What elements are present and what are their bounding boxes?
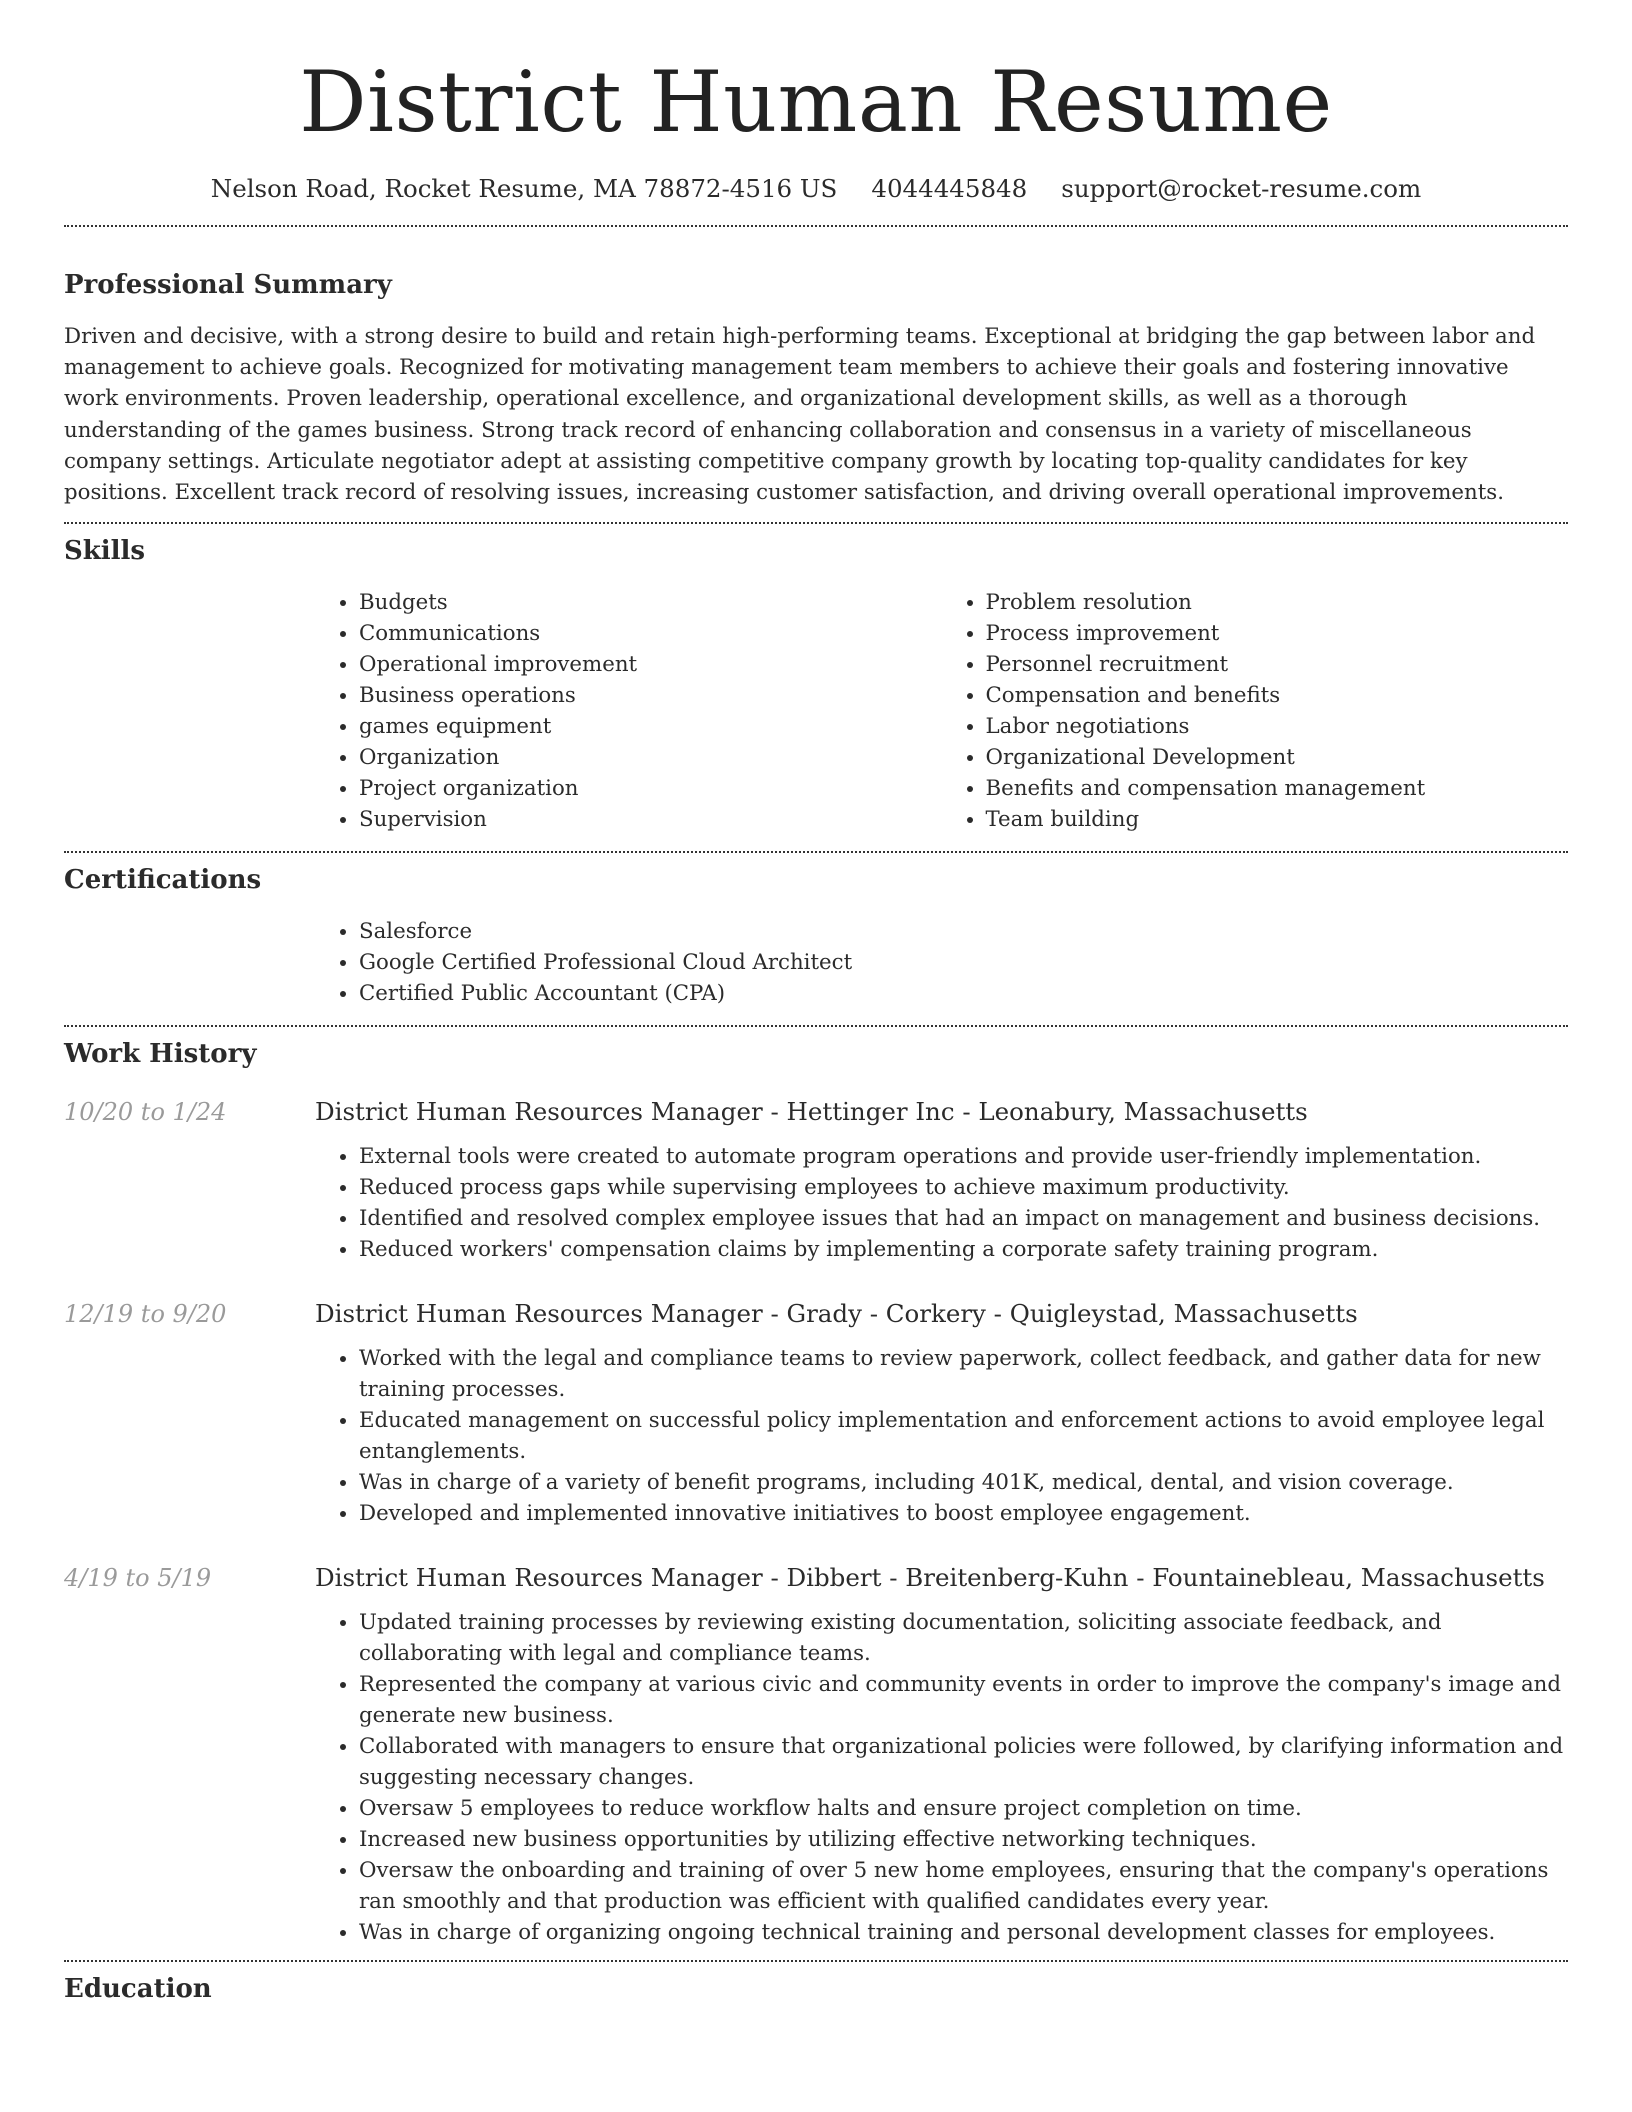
certifications-list — [315, 916, 1568, 1009]
job-dates: 4/19 to 5/19 — [64, 1564, 212, 1593]
skill-item: • Benefits and compensation management — [986, 773, 1569, 804]
skill-item: • Process improvement — [986, 618, 1569, 649]
skills-list — [315, 587, 1568, 835]
section-divider — [64, 225, 1568, 227]
job-bullets — [315, 1343, 1568, 1529]
skill-item: • Organizational Development — [986, 742, 1569, 773]
contact-address: Nelson Road, Rocket Resume, MA 78872-4516 US — [210, 174, 838, 203]
section-divider — [64, 851, 1568, 853]
skill-item: • Compensation and benefits — [986, 680, 1569, 711]
job-title: District Human Resources Manager - Grady - Corkery - Quigleystad, Massachusetts — [315, 1299, 1358, 1329]
skill-item: • Organization — [359, 742, 942, 773]
job-entry — [64, 1297, 1568, 1529]
certifications-items — [315, 916, 1568, 1009]
skill-item: • Labor negotiations — [986, 711, 1569, 742]
job-entry — [64, 1561, 1568, 1948]
job-header — [64, 1561, 1568, 1595]
job-bullet: • External tools were created to automate program operations and provide user-friendly implementation. — [359, 1141, 1568, 1172]
work-history-list — [64, 1095, 1568, 1948]
skill-item: • games equipment — [359, 711, 942, 742]
job-bullet: • Updated training processes by reviewing existing documentation, soliciting associate feedback, and collaborating with legal and compliance teams. — [359, 1607, 1568, 1669]
job-bullet: • Was in charge of organizing ongoing technical training and personal development classes for employees. — [359, 1917, 1568, 1948]
contact-phone: 4044445848 — [871, 174, 1028, 203]
job-bullet: • Increased new business opportunities by utilizing effective networking techniques. — [359, 1824, 1568, 1855]
job-title: District Human Resources Manager - Hettinger Inc - Leonabury, Massachusetts — [315, 1097, 1308, 1127]
job-bullet: • Oversaw the onboarding and training of over 5 new home employees, ensuring that the company's operations ran smoothly and that production was efficient with qualified candidates every year. — [359, 1855, 1568, 1917]
job-bullet: • Worked with the legal and compliance teams to review paperwork, collect feedback, and gather data for new training processes. — [359, 1343, 1568, 1405]
summary-heading: Professional Summary — [64, 270, 392, 300]
job-dates: 10/20 to 1/24 — [64, 1098, 227, 1127]
skills-column-left — [315, 587, 942, 835]
job-dates: 12/19 to 9/20 — [64, 1300, 227, 1329]
job-bullet: • Collaborated with managers to ensure that organizational policies were followed, by clarifying information and suggesting necessary changes. — [359, 1731, 1568, 1793]
skill-item: • Supervision — [359, 804, 942, 835]
skill-item: • Project organization — [359, 773, 942, 804]
certifications-heading: Certifications — [64, 865, 262, 896]
skills-heading: Skills — [64, 536, 146, 567]
certification-item: • Google Certified Professional Cloud Architect — [359, 947, 1568, 978]
skill-item: • Problem resolution — [986, 587, 1569, 618]
job-bullet: • Reduced process gaps while supervising employees to achieve maximum productivity. — [359, 1172, 1568, 1203]
skill-item: • Communications — [359, 618, 942, 649]
skill-item: • Budgets — [359, 587, 942, 618]
section-divider — [64, 1025, 1568, 1027]
skill-item: • Personnel recruitment — [986, 649, 1569, 680]
skills-column-right — [942, 587, 1569, 835]
certification-item: • Salesforce — [359, 916, 1568, 947]
job-header — [64, 1095, 1568, 1129]
job-header — [64, 1297, 1568, 1331]
resume-title: District Human Resume — [299, 53, 1333, 151]
job-bullet: • Oversaw 5 employees to reduce workflow halts and ensure project completion on time. — [359, 1793, 1568, 1824]
work-history-heading: Work History — [64, 1039, 257, 1070]
job-bullet: • Identified and resolved complex employee issues that had an impact on management and business decisions. — [359, 1203, 1568, 1234]
job-bullet: • Educated management on successful policy implementation and enforcement actions to avoid employee legal entanglements. — [359, 1405, 1568, 1467]
skill-item: • Team building — [986, 804, 1569, 835]
job-entry — [64, 1095, 1568, 1265]
job-bullets — [315, 1607, 1568, 1948]
summary-text: Driven and decisive, with a strong desire to build and retain high-performing teams. Exceptional at bridging the gap between labor and management to achieve goals. Recognized for motivating management team members to achieve their goals and fostering innovative work environments. Proven leadership, operational excellence, and organizational development skills, as well as a thorough understanding of the games business. Strong track record of enhancing collaboration and consensus in a variety of miscellaneous company settings. Articulate negotiator adept at assisting competitive company growth by locating top-quality candidates for key positions. Excellent track record of resolving issues, increasing customer satisfaction, and driving overall operational improvements. — [64, 324, 1536, 506]
job-title: District Human Resources Manager - Dibbert - Breitenberg-Kuhn - Fountainebleau, Massachusetts — [315, 1563, 1545, 1593]
section-divider — [64, 522, 1568, 524]
job-bullets — [315, 1141, 1568, 1265]
certification-item: • Certified Public Accountant (CPA) — [359, 978, 1568, 1009]
job-bullet: • Reduced workers' compensation claims by implementing a corporate safety training program. — [359, 1234, 1568, 1265]
skill-item: • Business operations — [359, 680, 942, 711]
contact-line — [64, 172, 1568, 206]
job-bullet: • Was in charge of a variety of benefit programs, including 401K, medical, dental, and vision coverage. — [359, 1467, 1568, 1498]
skill-item: • Operational improvement — [359, 649, 942, 680]
job-bullet: • Developed and implemented innovative initiatives to boost employee engagement. — [359, 1498, 1568, 1529]
education-heading: Education — [64, 1974, 212, 2005]
contact-email: support@rocket-resume.com — [1061, 174, 1422, 203]
section-divider — [64, 1960, 1568, 1962]
job-bullet: • Represented the company at various civic and community events in order to improve the company's image and generate new business. — [359, 1669, 1568, 1731]
